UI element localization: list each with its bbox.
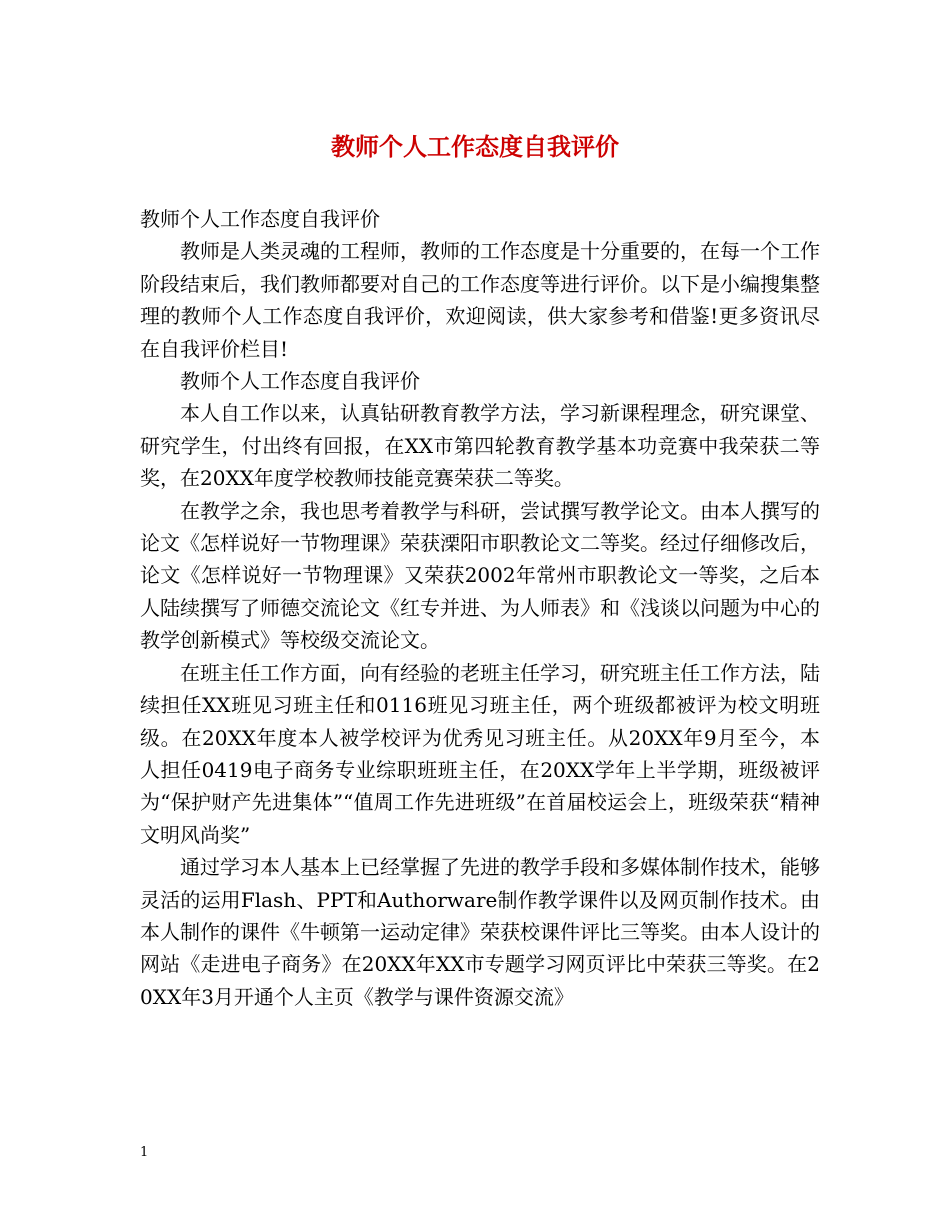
paragraph-teaching: 本人自工作以来，认真钻研教育教学方法，学习新课程理念，研究课堂、研究学生，付出终有回报，在XX市第四轮教育教学基本功竞赛中我荣获二等奖，在20XX年度学校教师技能竞赛荣获二等奖。 <box>140 401 820 491</box>
paragraph-intro: 教师是人类灵魂的工程师，教师的工作态度是十分重要的，在每一个工作阶段结束后，我们教师都要对自己的工作态度等进行评价。以下是小编搜集整理的教师个人工作态度自我评价，欢迎阅读，供大家参考和借鉴!更多资讯尽在自我评价栏目! <box>140 239 820 361</box>
document-body <box>140 203 820 1013</box>
paragraph-subtitle: 教师个人工作态度自我评价 <box>140 207 380 231</box>
paragraph-class-teacher: 在班主任工作方面，向有经验的老班主任学习，研究班主任工作方法，陆续担任XX班见习班主任和0116班见习班主任，两个班级都被评为校文明班级。在20XX年度本人被学校评为优秀见习班主任。从20XX年9月至今，本人担任0419电子商务专业综职班班主任，在20XX学年上半学期，班级被评为“保护财产先进集体”“值周工作先进班级”在首届校运会上，班级荣获“精神文明风尚奖” <box>140 660 820 847</box>
page-number: 1 <box>140 1145 149 1160</box>
paragraph-research: 在教学之余，我也思考着教学与科研，尝试撰写教学论文。由本人撰写的论文《怎样说好一节物理课》荣获溧阳市职教论文二等奖。经过仔细修改后，论文《怎样说好一节物理课》又荣获2002年常州市职教论文一等奖，之后本人陆续撰写了师德交流论文《红专并进、为人师表》和《浅谈以问题为中心的教学创新模式》等校级交流论文。 <box>140 498 820 653</box>
document-title: 教师个人工作态度自我评价 <box>331 132 619 161</box>
paragraph-heading: 教师个人工作态度自我评价 <box>180 369 420 394</box>
paragraph-multimedia: 通过学习本人基本上已经掌握了先进的教学手段和多媒体制作技术，能够灵活的运用Flash、PPT和Authorware制作教学课件以及网页制作技术。由本人制作的课件《牛顿第一运动定律》荣获校课件评比三等奖。由本人设计的网站《走进电子商务》在20XX年XX市专题学习网页评比中荣获三等奖。在20XX年3月开通个人主页《教学与课件资源交流》 <box>140 855 820 1009</box>
